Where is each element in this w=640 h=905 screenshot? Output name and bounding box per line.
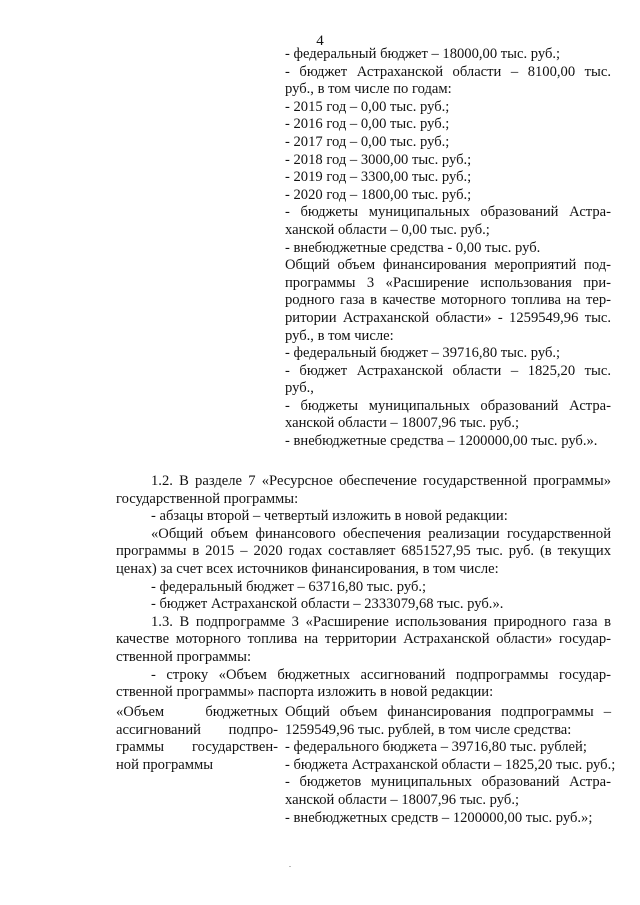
text-line: - бюджетов муниципальных образований Астра- <box>285 774 611 791</box>
text-line: 1.3. В подпрограмме 3 «Расширение использования природного газа в <box>151 613 611 630</box>
passport-row-label <box>116 704 278 774</box>
amendment-body-text <box>116 473 611 702</box>
text-line: - внебюджетных средств – 1200000,00 тыс. руб.»; <box>285 809 593 826</box>
text-line: ханской области – 18007,96 тыс. руб.; <box>285 791 520 808</box>
text-line: - федеральный бюджет – 39716,80 тыс. руб.; <box>285 345 561 362</box>
text-line: родного газа в качестве моторного топлива на тер- <box>285 292 611 309</box>
text-line: - бюджета Астраханской области – 1825,20 тыс. руб.; <box>285 756 616 773</box>
text-line: 1259549,96 тыс. рублей, в том числе средства: <box>285 721 572 738</box>
funding-sources-column <box>285 46 611 451</box>
text-line: - федеральный бюджет – 18000,00 тыс. руб.; <box>285 46 561 62</box>
text-line: - 2020 год – 1800,00 тыс. руб.; <box>285 186 472 203</box>
text-line: - бюджеты муниципальных образований Астра- <box>285 204 611 221</box>
text-line: - бюджет Астраханской области – 2333079,68 тыс. руб.». <box>151 596 504 613</box>
text-line: - федеральный бюджет – 63716,80 тыс. руб.; <box>151 578 427 595</box>
text-line: «Общий объем финансового обеспечения реализации государственной <box>151 525 611 542</box>
text-line: - 2015 год – 0,00 тыс. руб.; <box>285 98 450 115</box>
text-line: 1.2. В разделе 7 «Ресурсное обеспечение государственной программы» <box>151 473 611 489</box>
text-line: программы в 2015 – 2020 годах составляет 6851527,95 тыс. руб. (в текущих <box>116 543 611 560</box>
text-line: ассигнований подпро- <box>116 721 278 738</box>
page-number: 4 <box>316 33 324 49</box>
text-line: ханской области – 0,00 тыс. руб.; <box>285 221 490 238</box>
passport-row-value <box>285 704 616 827</box>
text-line: ханской области – 18007,96 тыс. руб.; <box>285 415 520 432</box>
text-line: - абзацы второй – четвертый изложить в новой редакции: <box>151 508 508 525</box>
text-line: - внебюджетные средства – 1200000,00 тыс. руб.». <box>285 433 598 450</box>
text-line: ценах) за счет всех источников финансирования, в том числе: <box>116 560 499 577</box>
text-line: - 2018 год – 3000,00 тыс. руб.; <box>285 151 472 168</box>
text-line: - строку «Объем бюджетных ассигнований подпрограммы государ- <box>151 666 611 683</box>
text-line: руб., <box>285 380 314 397</box>
text-line: ственной программы» паспорта изложить в новой редакции: <box>116 684 494 701</box>
text-line: - 2019 год – 3300,00 тыс. руб.; <box>285 169 472 186</box>
text-line: - бюджет Астраханской области – 1825,20 тыс. <box>285 362 611 379</box>
text-line: ритории Астраханской области» - 1259549,96 тыс. <box>285 309 611 326</box>
scan-speck <box>289 866 291 867</box>
text-line: - 2017 год – 0,00 тыс. руб.; <box>285 133 450 150</box>
text-line: качестве моторного топлива на территории Астраханской области» государ- <box>116 631 611 648</box>
text-line: руб., в том числе по годам: <box>285 81 452 98</box>
text-line: - бюджеты муниципальных образований Астра- <box>285 397 611 414</box>
text-line: граммы государствен- <box>116 739 278 756</box>
text-line: - бюджет Астраханской области – 8100,00 тыс. <box>285 63 611 80</box>
text-line: Общий объем финансирования мероприятий под- <box>285 257 611 274</box>
text-line: руб., в том числе: <box>285 327 394 344</box>
text-line: Общий объем финансирования подпрограммы – <box>285 704 611 720</box>
text-line: ной программы <box>116 756 214 773</box>
text-line: ственной программы: <box>116 648 252 665</box>
text-line: - федерального бюджета – 39716,80 тыс. рублей; <box>285 739 587 756</box>
text-line: «Объем бюджетных <box>116 704 278 720</box>
text-line: государственной программы: <box>116 490 299 507</box>
text-line: программы 3 «Расширение использования при- <box>285 274 611 291</box>
text-line: - 2016 год – 0,00 тыс. руб.; <box>285 116 450 133</box>
text-line: - внебюджетные средства - 0,00 тыс. руб. <box>285 239 541 256</box>
